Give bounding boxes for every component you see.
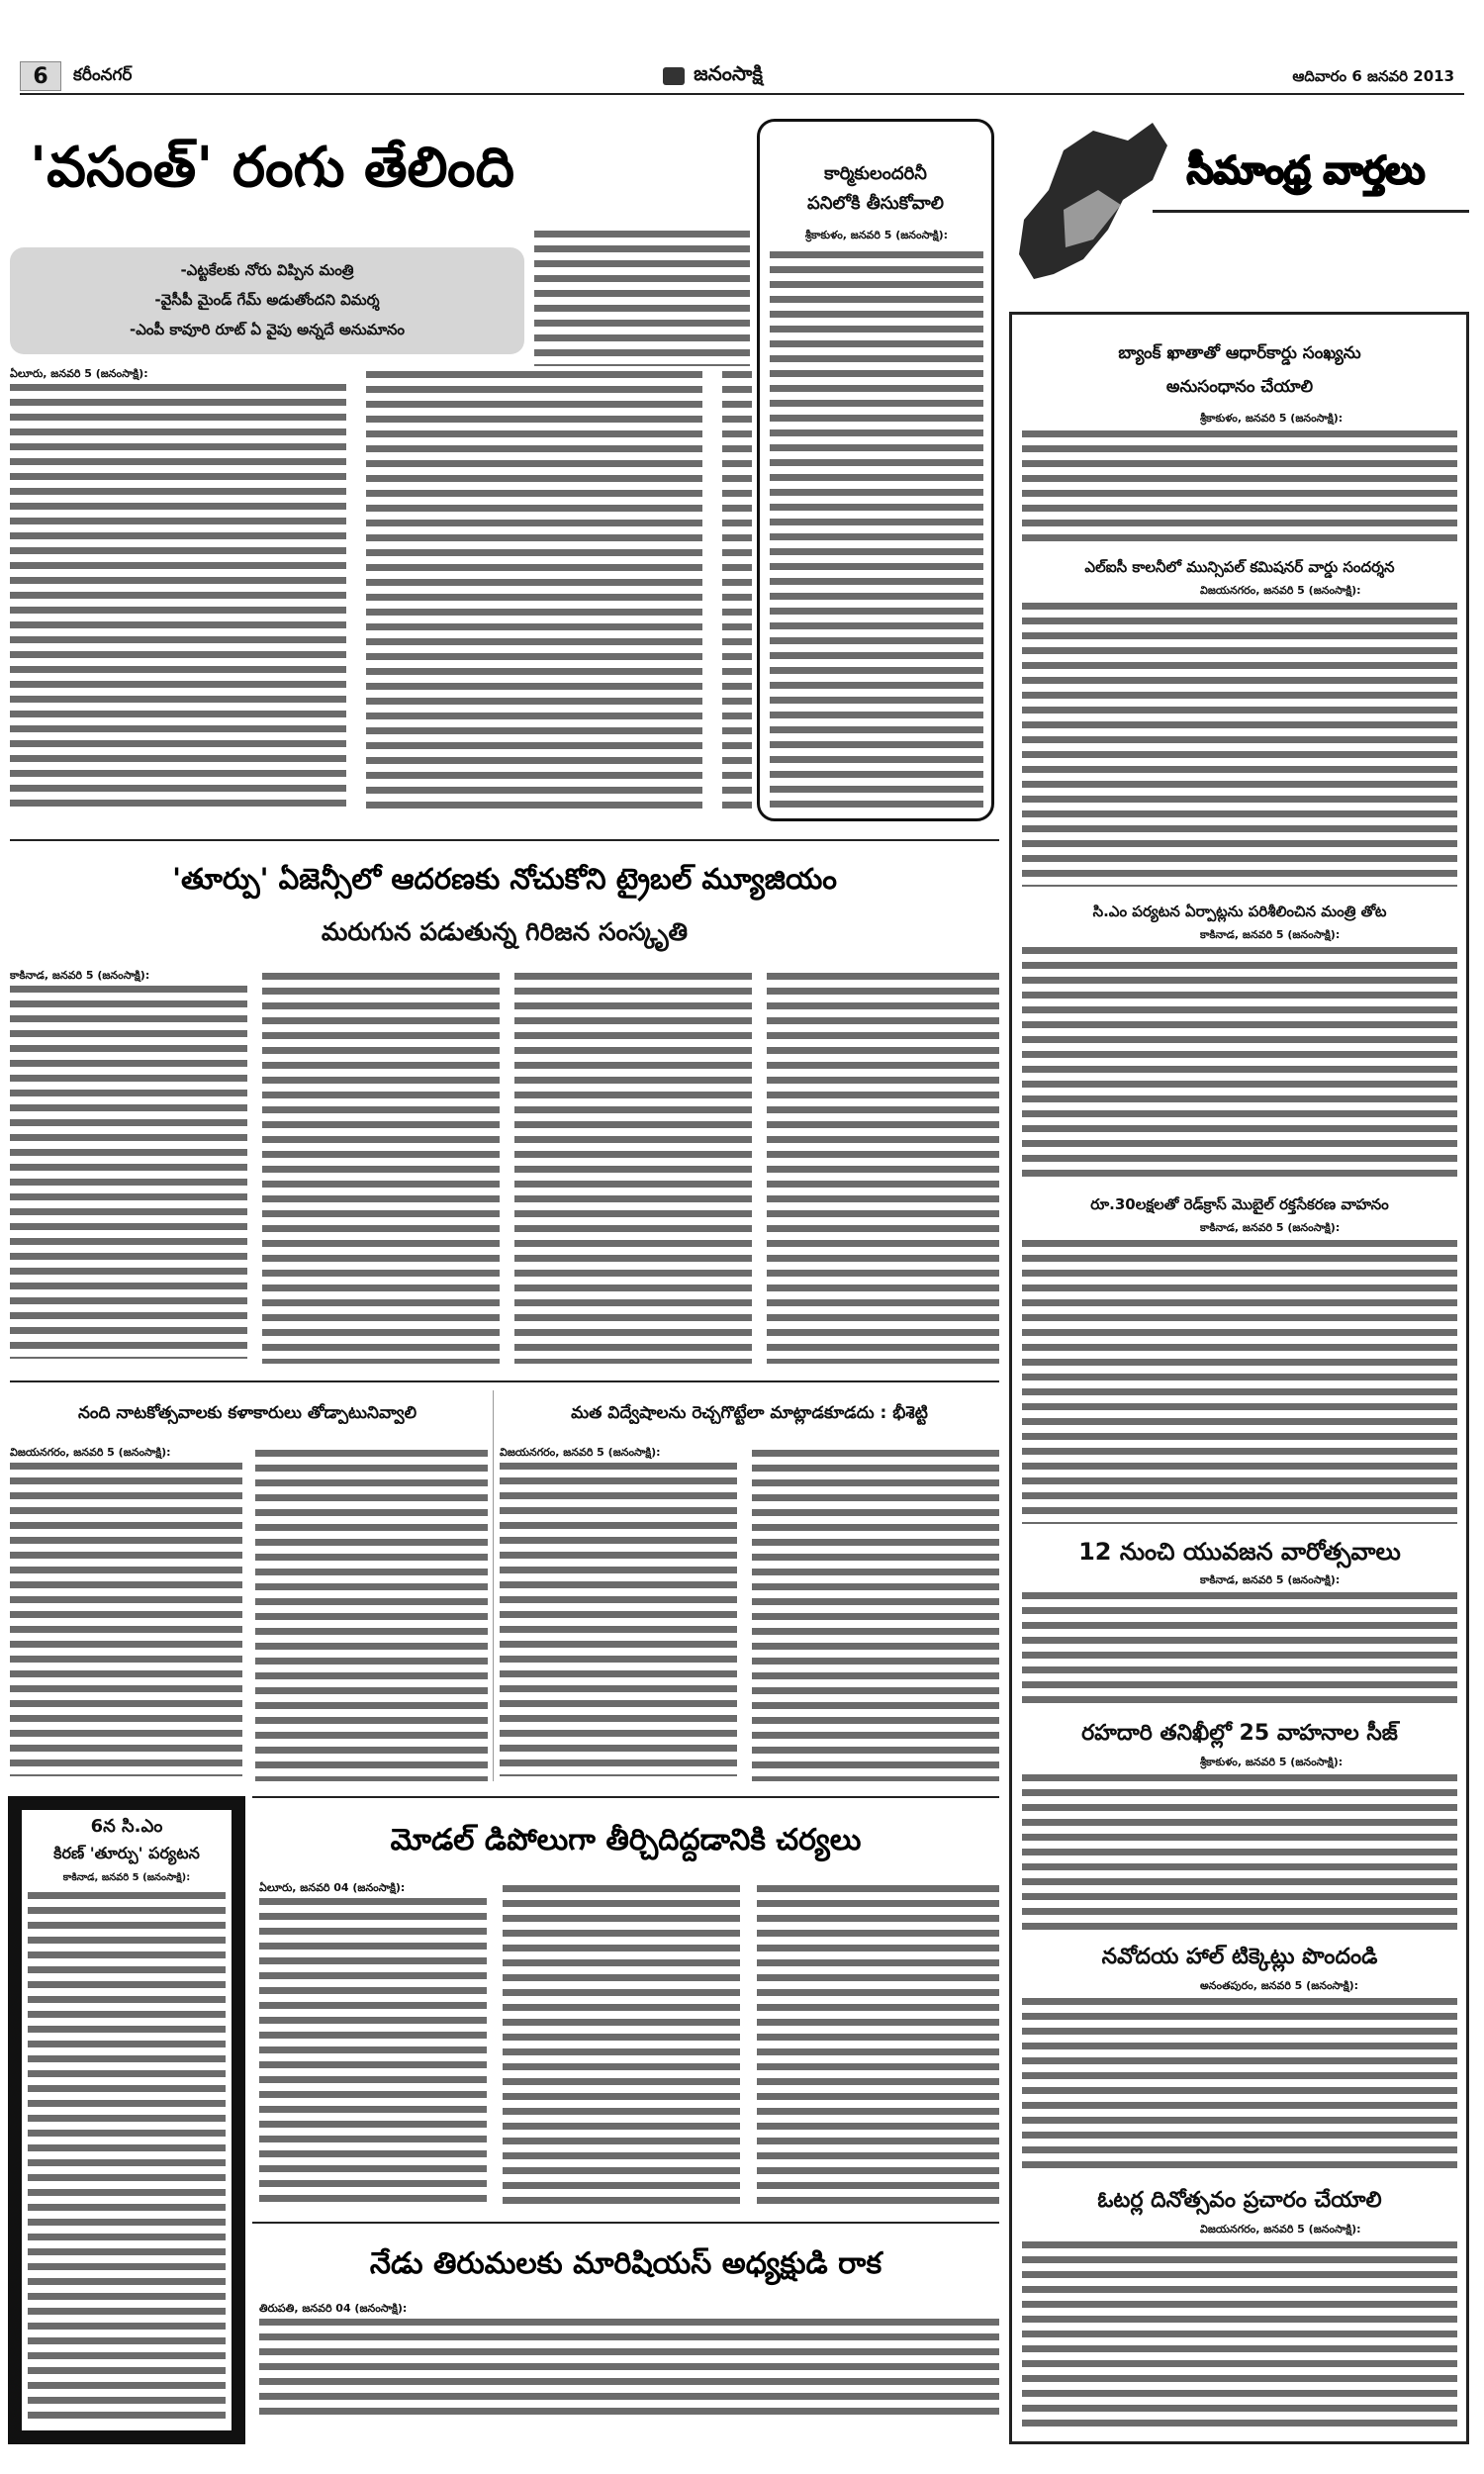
right-story-7-dateline: అనంతపురం, జనవరి 5 (జనంసాక్షి): xyxy=(1200,1979,1359,1992)
right-story-1-title xyxy=(1022,336,1457,404)
lead-dateline: ఏలూరు, జనవరి 5 (జనంసాక్షి): xyxy=(10,367,148,380)
right-story-3-title: సి.ఎం పర్యటన ఏర్పాట్లను పరిశీలించిన మంత్రి తోట xyxy=(1092,903,1387,920)
workers-article-box xyxy=(757,119,994,821)
logo-text: జనంసాక్షి xyxy=(694,61,763,85)
nandi-dateline: విజయనగరం, జనవరి 5 (జనంసాక్షి): xyxy=(10,1446,171,1459)
subheadline-box xyxy=(10,247,524,354)
workers-title-1: కార్మికులందరినీ xyxy=(824,163,927,184)
issue-date: ఆదివారం 6 జనవరి 2013 xyxy=(1292,67,1454,85)
section-rule-tribal xyxy=(10,839,999,841)
cm-text-lines xyxy=(28,1889,226,2424)
right-story-8-dateline: విజయనగరం, జనవరి 5 (జనంసాక్షి): xyxy=(1200,2223,1361,2236)
subheadline-1: -ఎట్టకేలకు నోరు విప్పిన మంత్రి xyxy=(180,261,354,279)
right-story-7-text xyxy=(1022,1995,1457,2173)
tribal-subhead: మరుగున పడుతున్న గిరిజన సంస్కృతి xyxy=(321,917,689,946)
matha-headline: మత విద్వేషాలను రెచ్చగొట్టేలా మాట్లాడకూడదు : భీశెట్టి xyxy=(571,1403,928,1423)
model-col-3 xyxy=(757,1882,999,2207)
right-story-5-title: 12 నుంచి యువజన వారోత్సవాలు xyxy=(1078,1538,1401,1566)
banner-rule xyxy=(1153,210,1469,213)
tribal-col-1 xyxy=(10,968,247,1364)
workers-text-lines xyxy=(770,248,983,812)
right-story-3-dateline: కాకినాడ, జనవరి 5 (జనంసాక్షి): xyxy=(1200,928,1341,941)
tribal-headline: 'తూర్పు' ఏజెన్సీలో ఆదరణకు నోచుకోని ట్రైబల్ మ్యూజియం xyxy=(172,862,837,896)
right-story-1-text xyxy=(1022,428,1457,546)
lead-article-col-3 xyxy=(534,228,750,366)
tribal-col-3 xyxy=(514,970,752,1364)
workers-dateline: శ్రీకాకుళం, జనవరి 5 (జనంసాక్షి): xyxy=(804,229,949,241)
tirumala-headline: నేడు తిరుమలకు మారిషియస్ అధ్యక్షుడి రాక xyxy=(369,2246,882,2281)
right-story-6-title: రహదారి తనిఖీల్లో 25 వాహనాల సీజ్ xyxy=(1081,1721,1398,1746)
seemandhra-banner xyxy=(1004,111,1469,309)
section-rule-nandi xyxy=(10,1380,999,1382)
lead-article-col-4 xyxy=(722,368,752,813)
page-number: 6 xyxy=(20,61,61,91)
cm-title-2: కిరణ్ 'తూర్పు' పర్యటన xyxy=(53,1844,200,1862)
cm-dateline: కాకినాడ, జనవరి 5 (జనంసాక్షి): xyxy=(62,1872,191,1883)
andhra-map-icon xyxy=(1004,111,1172,309)
matha-dateline: విజయనగరం, జనవరి 5 (జనంసాక్షి): xyxy=(500,1446,661,1459)
right-column xyxy=(1009,312,1469,2444)
section-rule-model xyxy=(252,1796,999,1798)
right-story-5-text xyxy=(1022,1589,1457,1708)
nandi-headline: నంది నాటకోత్సవాలకు కళాకారులు తోడ్పాటునివ్వాలి xyxy=(77,1403,417,1423)
right-story-2-dateline: విజయనగరం, జనవరి 5 (జనంసాక్షి): xyxy=(1200,584,1361,597)
subheadline-3: -ఎంపీ కావూరి రూట్ ఏ వైపు అన్నదే అనుమానం xyxy=(129,321,405,338)
seemandhra-title: సీమాంధ్ర వార్తలు xyxy=(1186,148,1426,192)
cm-tour-box xyxy=(8,1796,245,2444)
nandi-col-2 xyxy=(255,1447,488,1781)
section-name: కరీంనగర్ xyxy=(73,65,133,85)
right-story-5-dateline: కాకినాడ, జనవరి 5 (జనంసాక్షి): xyxy=(1200,1573,1341,1586)
lead-article-col-1 xyxy=(10,366,346,811)
tribal-col-2 xyxy=(262,970,500,1364)
text-lines xyxy=(10,1460,242,1776)
right-story-4-dateline: కాకినాడ, జనవరి 5 (జనంసాక్షి): xyxy=(1200,1221,1341,1234)
nandi-col-1 xyxy=(10,1445,242,1781)
logo-emblem xyxy=(663,67,685,85)
model-dateline: ఏలూరు, జనవరి 04 (జనంసాక్షి): xyxy=(259,1881,406,1894)
right-story-2-title: ఎల్ఐసీ కాలనీలో మున్సిపల్ కమిషనర్ వార్డు సందర్శన xyxy=(1084,558,1395,576)
text-lines xyxy=(10,381,346,811)
text-lines xyxy=(10,983,247,1359)
tirumala-dateline: తిరుపతి, జనవరి 04 (జనంసాక్షి): xyxy=(259,2302,408,2315)
right-story-1-dateline: శ్రీకాకుళం, జనవరి 5 (జనంసాక్షి): xyxy=(1200,412,1344,425)
right-story-6-dateline: శ్రీకాకుళం, జనవరి 5 (జనంసాక్షి): xyxy=(1200,1756,1344,1768)
text-lines xyxy=(259,2316,999,2415)
right-story-4-title: రూ.30లక్షలతో రెడ్‌క్రాస్ మొబైల్ రక్తసేకరణ వాహనం xyxy=(1090,1195,1389,1213)
right-story-2-text xyxy=(1022,600,1457,887)
subheadline-2: -వైసీపీ మైండ్ గేమ్ అడుతోందని విమర్శ xyxy=(154,291,380,309)
masthead-rule xyxy=(20,93,1464,95)
text-lines xyxy=(259,1895,487,2202)
model-col-2 xyxy=(503,1882,740,2207)
masthead xyxy=(20,61,1464,95)
tirumala-body xyxy=(259,2301,999,2420)
right-story-4-text xyxy=(1022,1237,1457,1524)
right-story-8-title: ఓటర్ల దినోత్సవం ప్రచారం చేయాలి xyxy=(1097,2188,1382,2213)
model-col-1 xyxy=(259,1880,487,2207)
section-rule-tirumala xyxy=(252,2222,999,2224)
tribal-dateline: కాకినాడ, జనవరి 5 (జనంసాక్షి): xyxy=(10,969,150,982)
tribal-col-4 xyxy=(767,970,999,1364)
model-depot-headline: మోడల్ డిపోలుగా తీర్చిదిద్దడానికి చర్యలు xyxy=(390,1823,862,1857)
right-story-7-title: నవోదయ హాల్ టిక్కెట్లు పొందండి xyxy=(1101,1945,1378,1969)
matha-col-1 xyxy=(500,1445,737,1781)
main-headline: 'వసంత్' రంగు తేలింది xyxy=(30,136,515,200)
cm-title-1: 6న సి.ఎం xyxy=(90,1816,163,1837)
right-story-3-text xyxy=(1022,944,1457,1182)
right-story-8-text xyxy=(1022,2238,1457,2431)
right-story-6-text xyxy=(1022,1771,1457,1930)
right-story-1-title-line-2: అనుసంధానం చేయాలి xyxy=(1165,377,1314,397)
workers-title-2: పనిలోకి తీసుకోవాలి xyxy=(807,193,944,214)
lead-article-col-2 xyxy=(366,368,702,813)
right-story-1-title-line-1: బ్యాంక్ ఖాతాతో ఆధార్‌కార్డు సంఖ్యను xyxy=(1118,343,1361,363)
text-lines xyxy=(500,1460,737,1776)
matha-col-2 xyxy=(752,1447,999,1781)
column-divider xyxy=(493,1390,494,1781)
newspaper-logo xyxy=(663,61,861,91)
